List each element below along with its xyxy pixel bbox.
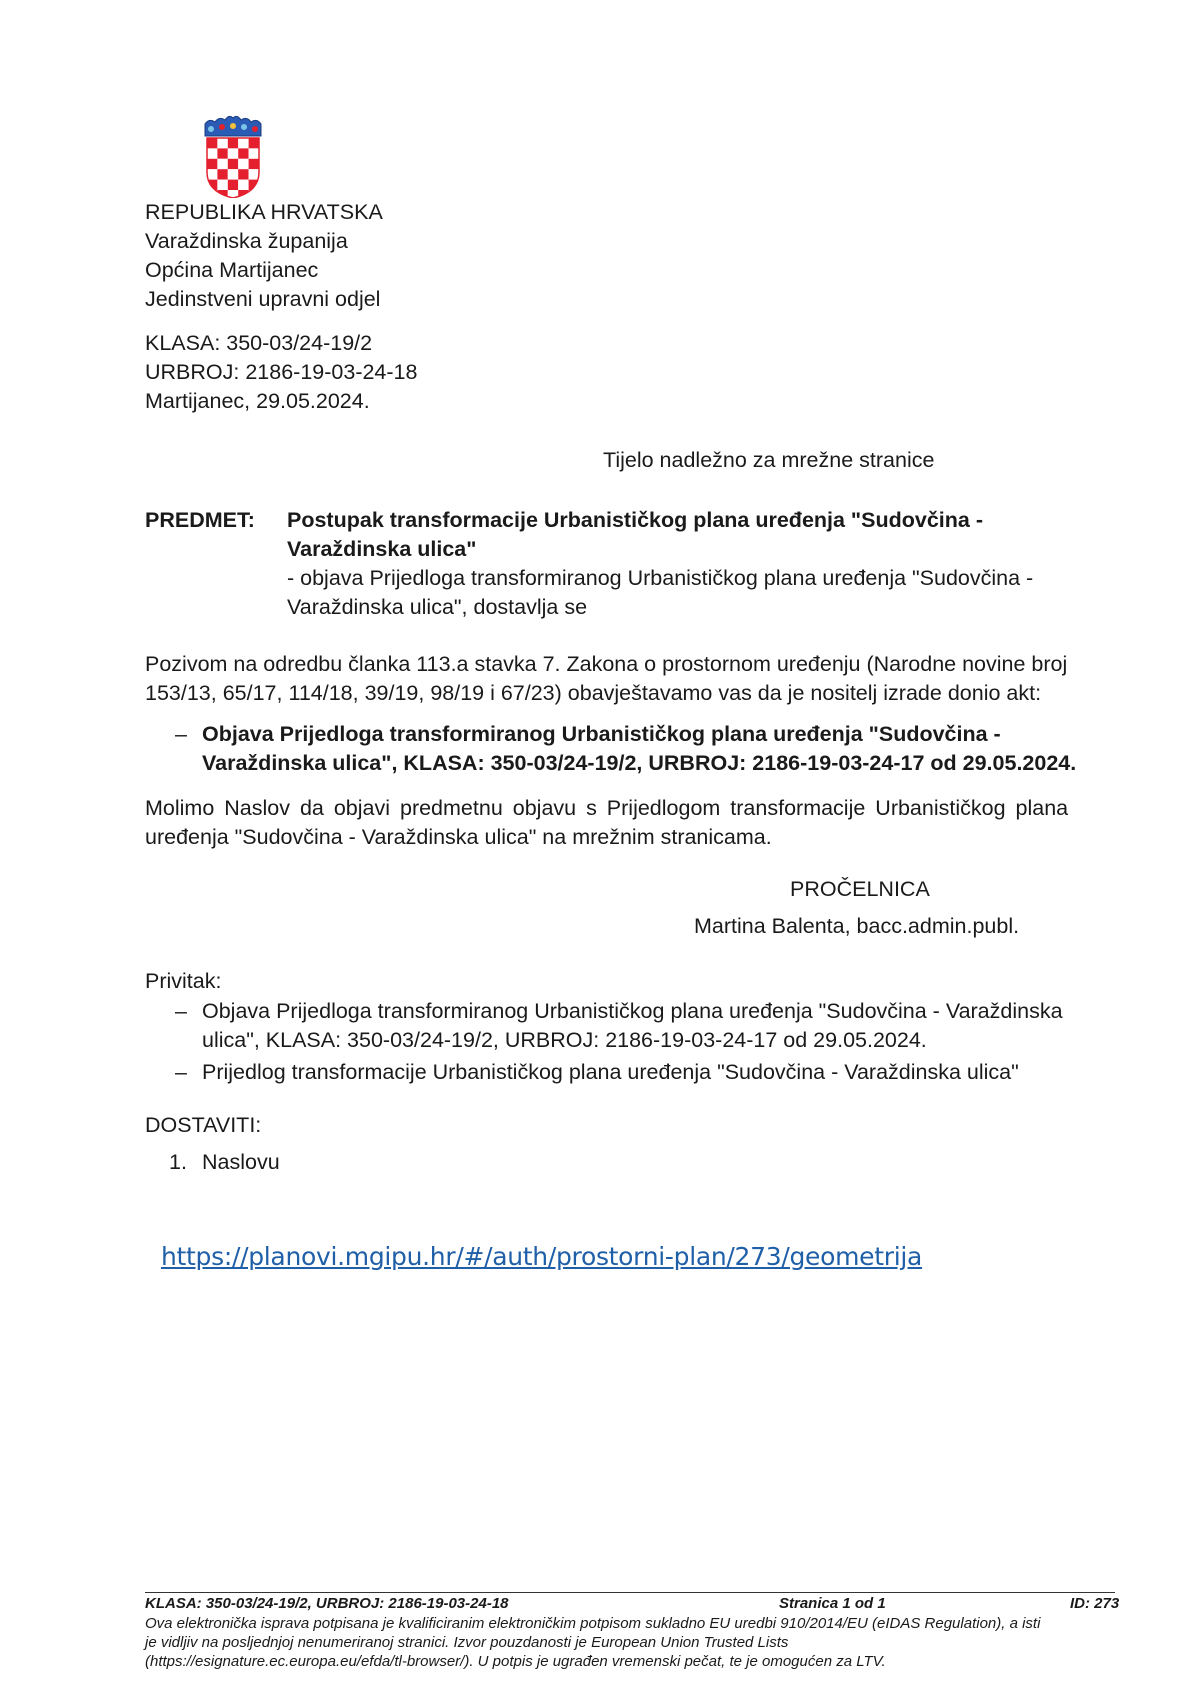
- shield-square: [238, 169, 248, 179]
- dash-bullet-icon: –: [175, 1060, 187, 1084]
- shield-square: [217, 148, 227, 158]
- shield-square: [238, 180, 248, 190]
- klasa: KLASA: 350-03/24-19/2: [145, 331, 373, 355]
- issuer-line: Općina Martijanec: [145, 258, 319, 282]
- delivery-item-number: 1.: [169, 1150, 187, 1174]
- footer-signature-note: [145, 1614, 1120, 1671]
- shield-square: [217, 159, 227, 169]
- subject-label: PREDMET:: [145, 508, 255, 532]
- subject-text: [287, 506, 1033, 622]
- shield-square: [228, 159, 238, 169]
- shield-square: [207, 148, 217, 158]
- shield-square: [249, 159, 259, 169]
- signature-name: Martina Balenta, bacc.admin.publ.: [694, 914, 1020, 938]
- shield-square: [207, 159, 217, 169]
- body-line: uređenja "Sudovčina - Varaždinska ulica" na mrežnim stranicama.: [145, 825, 772, 849]
- footer-divider: [145, 1592, 1115, 1593]
- footer-note-line: je vidljiv na posljednjoj nenumeriranoj stranici. Izvor pouzdanosti je European Union Trusted Lists: [145, 1634, 789, 1651]
- shield-square: [228, 138, 238, 148]
- place-date: Martijanec, 29.05.2024.: [145, 389, 370, 413]
- shield-square: [207, 169, 217, 179]
- shield-square: [217, 169, 227, 179]
- body-paragraph-2: [145, 794, 1120, 852]
- delivery-item: Naslovu: [202, 1150, 280, 1174]
- plan-link[interactable]: https://planovi.mgipu.hr/#/auth/prostorni-plan/273/geometrija: [161, 1242, 923, 1271]
- reference-block: [145, 329, 417, 416]
- shield-square: [228, 169, 238, 179]
- footer-note-line: Ova elektronička isprava potpisana je kvalificiranim elektroničkim potpisom sukladno EU uredbi 910/2014/EU (eIDAS Regulation), a isti: [145, 1615, 1041, 1632]
- subject-desc-line: Varaždinska ulica", dostavlja se: [287, 595, 588, 619]
- shield-square: [238, 148, 248, 158]
- signature-title: PROČELNICA: [790, 877, 930, 901]
- act-item: [175, 720, 1077, 778]
- recipient: Tijelo nadležno za mrežne stranice: [603, 448, 935, 472]
- urbroj: URBROJ: 2186-19-03-24-18: [145, 360, 418, 384]
- subject-title-line: Varaždinska ulica": [287, 537, 477, 561]
- footer-note-line: (https://esignature.ec.europa.eu/efda/tl-browser/). U potpis je ugrađen vremenski pečat, te je omogućen za LTV.: [145, 1653, 886, 1670]
- shield-square: [238, 159, 248, 169]
- attachment-item: [175, 997, 1063, 1055]
- issuer-line: REPUBLIKA HRVATSKA: [145, 200, 383, 224]
- coat-of-arms-icon: [201, 114, 265, 198]
- shield-square: [249, 138, 259, 148]
- body-line: Molimo Naslov da objavi predmetnu objavu s Prijedlogom transformacije Urbanističkog plana: [145, 796, 1069, 820]
- body-line: 153/13, 65/17, 114/18, 39/19, 98/19 i 67/23) obavještavamo vas da je nositelj izrade donio akt:: [145, 681, 1042, 705]
- attachment-line: ulica", KLASA: 350-03/24-19/2, URBROJ: 2186-19-03-24-17 od 29.05.2024.: [202, 1028, 927, 1052]
- attachment-line: Prijedlog transformacije Urbanističkog plana uređenja "Sudovčina - Varaždinska ulica": [202, 1060, 1019, 1084]
- issuer-block: [145, 198, 383, 314]
- act-line: Varaždinska ulica", KLASA: 350-03/24-19/2, URBROJ: 2186-19-03-24-17 od 29.05.2024.: [202, 751, 1077, 775]
- act-line: Objava Prijedloga transformiranog Urbanističkog plana uređenja "Sudovčina -: [202, 722, 1001, 746]
- delivery-label: DOSTAVITI:: [145, 1113, 262, 1137]
- dash-bullet-icon: –: [175, 722, 187, 746]
- shield-square: [238, 138, 248, 148]
- shield-square: [249, 169, 259, 179]
- shield-square: [207, 138, 217, 148]
- issuer-line: Jedinstveni upravni odjel: [145, 287, 381, 311]
- body-line: Pozivom na odredbu članka 113.a stavka 7. Zakona o prostornom uređenju (Narodne novine broj: [145, 652, 1068, 676]
- attachment-line: Objava Prijedloga transformiranog Urbanističkog plana uređenja "Sudovčina - Varaždinska: [202, 999, 1063, 1023]
- issuer-line: Varaždinska županija: [145, 229, 348, 253]
- shield-square: [228, 180, 238, 190]
- shield-square: [228, 148, 238, 158]
- footer-reference: KLASA: 350-03/24-19/2, URBROJ: 2186-19-03-24-18: [145, 1595, 509, 1612]
- attachments-label: Privitak:: [145, 969, 222, 993]
- subject-title-line: Postupak transformacije Urbanističkog plana uređenja "Sudovčina -: [287, 508, 983, 532]
- subject-desc-line: - objava Prijedloga transformiranog Urbanističkog plana uređenja "Sudovčina -: [287, 566, 1034, 590]
- footer-page-number: Stranica 1 od 1: [779, 1595, 886, 1612]
- attachment-item: [175, 1058, 1019, 1087]
- footer-id: ID: 273: [1070, 1595, 1120, 1612]
- body-paragraph-1: [145, 650, 1120, 708]
- dash-bullet-icon: –: [175, 999, 187, 1023]
- shield-square: [217, 180, 227, 190]
- shield-square: [249, 148, 259, 158]
- shield-square: [217, 138, 227, 148]
